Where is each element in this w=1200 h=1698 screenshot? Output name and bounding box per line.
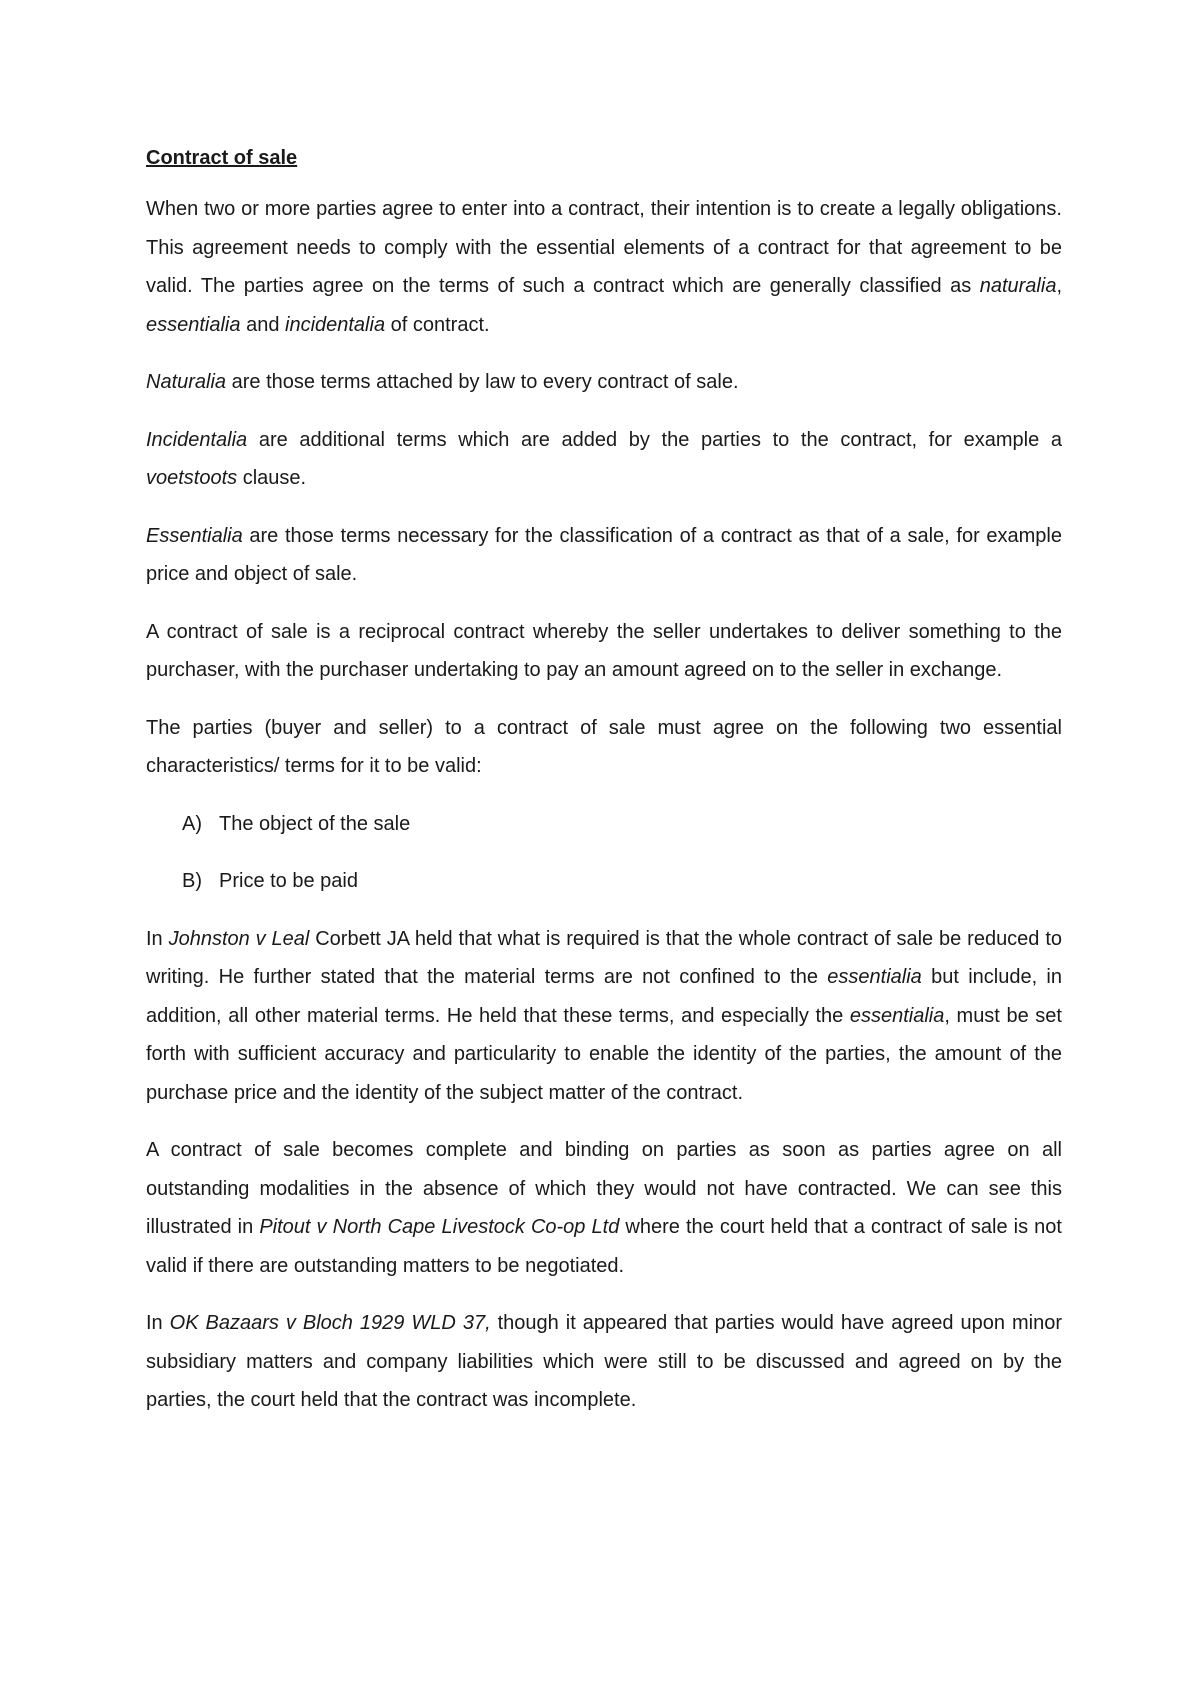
text-run: where the court held that a contract of sale is not valid if there are outstanding matters to be negotiated. [146, 1216, 1062, 1277]
text-run: Corbett JA held that what is required is that the whole contract of sale be reduced to writing. He further stated that the material terms are not confined to the [146, 927, 1062, 988]
text-run: but include, in addition, all other material terms. He held that these terms, and especially the [146, 966, 1062, 1027]
text-run: When two or more parties agree to enter into a contract, their intention is to create a legally obligations. This agreement needs to comply with the essential elements of a contract for that agreement to be valid. The parties agree on the terms of such a contract which are generally classified as [146, 198, 1062, 297]
italic-term: essentialia [849, 1004, 945, 1027]
text-run: In [146, 927, 169, 950]
paragraph-incidentalia [146, 421, 1062, 498]
text-run: , [1056, 275, 1062, 297]
paragraph-ok-bazaars [146, 1304, 1062, 1420]
paragraph-naturalia [146, 363, 1062, 402]
document-page [146, 143, 1062, 1439]
case-name: Pitout v North Cape Livestock Co-op Ltd [259, 1216, 620, 1238]
italic-term: voetstoots [146, 467, 238, 489]
paragraph-reciprocal-contract: A contract of sale is a reciprocal contract whereby the seller undertakes to deliver something to the purchaser, with the purchaser undertaking to pay an amount agreed on to the seller in exchange. [146, 620, 1062, 681]
list-item-text: Price to be paid [219, 870, 358, 892]
list-item-text: The object of the sale [219, 812, 411, 835]
list-item [146, 862, 1062, 901]
text-run: are those terms necessary for the classification of a contract as that of a sale, for example price and object of sale. [146, 524, 1062, 585]
paragraph-intro [146, 190, 1062, 344]
italic-term: naturalia [979, 275, 1057, 297]
text-run: , must be set forth with sufficient accuracy and particularity to enable the identity of the parties, the amount of the purchase price and the identity of the subject matter of the contract. [146, 1004, 1062, 1104]
text-run: and [240, 313, 285, 336]
italic-term: essentialia [827, 966, 922, 988]
italic-term: Incidentalia [146, 428, 248, 451]
text-run: In [146, 1312, 170, 1334]
case-name: Johnston v Leal [168, 927, 310, 950]
paragraph-essentialia [146, 517, 1062, 594]
document-title: Contract of sale [146, 147, 298, 169]
text-run: are those terms attached by law to every contract of sale. [226, 371, 739, 393]
italic-term: essentialia [146, 313, 241, 336]
list-item [146, 805, 1062, 844]
list-marker: B) [182, 870, 202, 892]
list-marker: A) [182, 812, 202, 835]
text-run: though it appeared that parties would have agreed upon minor subsidiary matters and company liabilities which were still to be discussed and agreed on by the parties, the court held that the contract was incomplete. [146, 1312, 1062, 1411]
text-run: clause. [237, 467, 307, 489]
text-run: are additional terms which are added by the parties to the contract, for example a [247, 428, 1062, 451]
italic-term: Naturalia [146, 371, 227, 393]
case-name: OK Bazaars v Bloch 1929 WLD 37, [169, 1312, 491, 1334]
paragraph-pitout [146, 1131, 1062, 1285]
paragraph-essential-characteristics: The parties (buyer and seller) to a contract of sale must agree on the following two essential characteristics/ terms for it to be valid: [146, 716, 1062, 777]
italic-term: incidentalia [285, 313, 386, 336]
text-run: A contract of sale becomes complete and binding on parties as soon as parties agree on all outstanding modalities in the absence of which they would not have contracted. We can see this illustrated in [146, 1139, 1062, 1238]
text-run: of contract. [385, 313, 490, 336]
italic-term: Essentialia [146, 524, 243, 547]
paragraph-johnston-v-leal [146, 920, 1062, 1113]
